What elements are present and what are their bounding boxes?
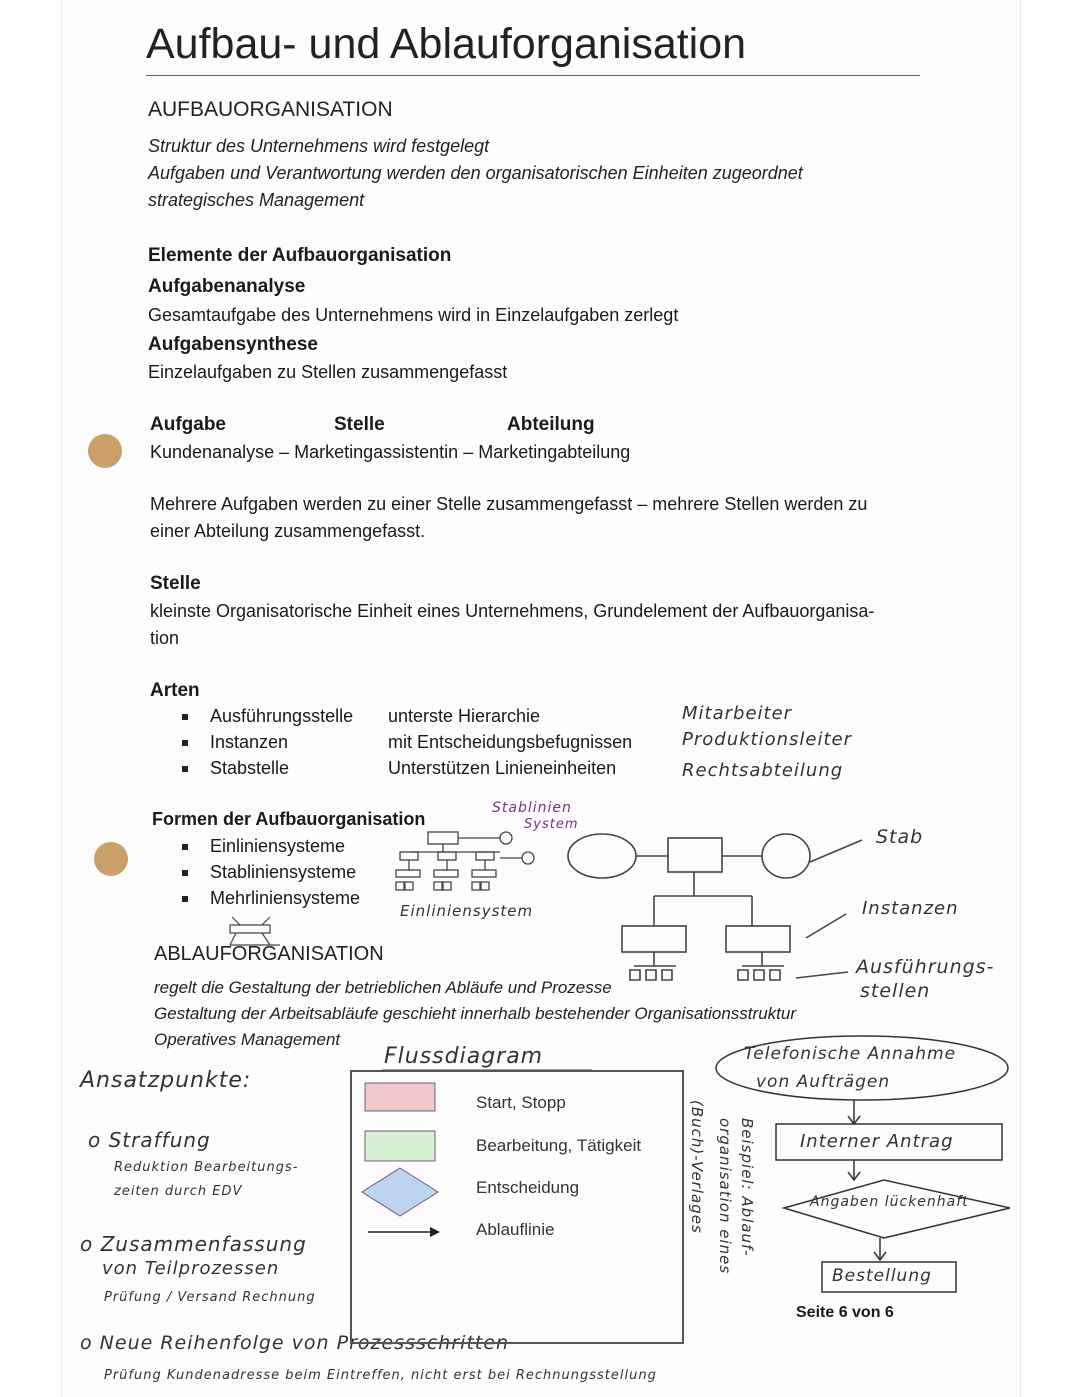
ablauf-line: regelt die Gestaltung der betrieblichen Abläufe und Prozesse	[154, 978, 612, 997]
sketch-stablinien-label: System	[524, 817, 579, 832]
sketch-ausfuehrung-label: stellen	[860, 980, 931, 1002]
ablauf-line: Operatives Management	[154, 1030, 341, 1049]
aufbau-line: Struktur des Unternehmens wird festgelegt	[148, 136, 490, 156]
sketch-stab-label: Stab	[876, 826, 924, 848]
stelle-line: tion	[150, 628, 180, 648]
flow-step-decision: Angaben lückenhaft	[810, 1194, 969, 1210]
aufgabenanalyse-title: Aufgabenanalyse	[148, 276, 306, 297]
col-abteilung: Abteilung	[507, 414, 595, 435]
note-line: Prüfung Kundenadresse beim Eintreffen, nicht erst bei Rechnungsstellung	[104, 1368, 657, 1383]
stelle-line: kleinste Organisatorische Einheit eines Unternehmens, Grundelement der Aufbauorganisa-	[150, 601, 875, 621]
ansatzpunkte-label: Ansatzpunkte:	[80, 1068, 252, 1093]
note-line: Reduktion Bearbeitungs-	[114, 1160, 299, 1175]
aufgabenanalyse-text: Gesamtaufgabe des Unternehmens wird in Einzelaufgaben zerlegt	[148, 305, 679, 325]
formen-name: Einliniensysteme	[210, 836, 346, 856]
note-line: von Teilprozessen	[102, 1258, 280, 1279]
flow-step-start: Telefonische Annahme	[744, 1044, 957, 1064]
aufgabensynthese-text: Einzelaufgaben zu Stellen zusammengefasst	[148, 362, 508, 382]
note-line: zeiten durch EDV	[114, 1184, 243, 1199]
sketch-stablinien-label: Stablinien	[492, 800, 572, 816]
stablinien-sketch	[568, 834, 862, 980]
arten-desc: mit Entscheidungsbefugnissen	[388, 732, 633, 752]
arten-note: Produktionsleiter	[682, 729, 852, 750]
mehrlinien-sketch	[230, 917, 280, 945]
flow-step-end: Bestellung	[832, 1266, 932, 1286]
ablauf-heading: ABLAUFORGANISATION	[154, 943, 384, 965]
arten-name: Stabstelle	[210, 758, 290, 778]
arten-note: Mitarbeiter	[682, 703, 793, 724]
arten-name: Ausführungsstelle	[210, 706, 354, 726]
legend-label: Start, Stopp	[476, 1093, 566, 1112]
col-aufgabe: Aufgabe	[150, 414, 226, 435]
aufbau-heading: AUFBAUORGANISATION	[148, 98, 393, 121]
ablauf-line: Gestaltung der Arbeitsabläufe geschieht innerhalb bestehender Organisationsstruktur	[154, 1004, 796, 1023]
page-title: Aufbau- und Ablauforganisation	[146, 20, 747, 68]
stelle-title: Stelle	[150, 573, 201, 594]
flow-step-start: von Aufträgen	[756, 1072, 891, 1092]
col-stelle: Stelle	[334, 414, 385, 435]
elements-heading: Elemente der Aufbauorganisation	[148, 245, 452, 266]
arten-desc: unterste Hierarchie	[388, 706, 541, 726]
arten-name: Instanzen	[210, 732, 289, 752]
formen-name: Mehrliniensysteme	[210, 888, 361, 908]
einlinien-tree-sketch	[396, 832, 534, 890]
arten-note: Rechtsabteilung	[682, 760, 844, 781]
sketch-einlinien-label: Einliniensystem	[400, 902, 534, 920]
note-straffung: o Straffung	[88, 1128, 211, 1152]
formen-title: Formen der Aufbauorganisation	[152, 809, 426, 829]
formen-name: Stabliniensysteme	[210, 862, 357, 882]
example-vertical-label: (Buch)-Verlages	[688, 1100, 706, 1234]
aufbau-line: Aufgaben und Verantwortung werden den organisatorischen Einheiten zugeordnet	[148, 163, 803, 183]
example-vertical-label: Beispiel: Ablauf-	[738, 1118, 756, 1257]
sketch-instanzen-label: Instanzen	[862, 898, 959, 919]
arten-title: Arten	[150, 680, 200, 701]
example-line: Kundenanalyse – Marketingassistentin – Marketingabteilung	[150, 442, 631, 462]
note-line: Prüfung / Versand Rechnung	[104, 1290, 316, 1305]
legend-label: Ablauflinie	[476, 1220, 555, 1239]
aufgabensynthese-title: Aufgabensynthese	[148, 334, 318, 355]
aufbau-line: strategisches Management	[148, 190, 365, 210]
page-number: Seite 6 von 6	[796, 1304, 894, 1321]
note-zusammenfassung: o Zusammenfassung	[80, 1232, 307, 1256]
mehrere-line: Mehrere Aufgaben werden zu einer Stelle zusammengefasst – mehrere Stellen werden zu	[150, 494, 868, 514]
legend-label: Bearbeitung, Tätigkeit	[476, 1136, 642, 1155]
mehrere-line: einer Abteilung zusammengefasst.	[150, 521, 426, 541]
flow-step-process: Interner Antrag	[800, 1131, 954, 1152]
flow-title: Flussdiagram	[384, 1044, 544, 1069]
arten-desc: Unterstützen Linieneinheiten	[388, 758, 617, 778]
sketch-ausfuehrung-label: Ausführungs-	[856, 956, 995, 978]
legend-label: Entscheidung	[476, 1178, 580, 1197]
example-vertical-label: organisation eines	[716, 1118, 734, 1275]
note-reihenfolge: o Neue Reihenfolge von Prozessschritten	[80, 1332, 510, 1354]
